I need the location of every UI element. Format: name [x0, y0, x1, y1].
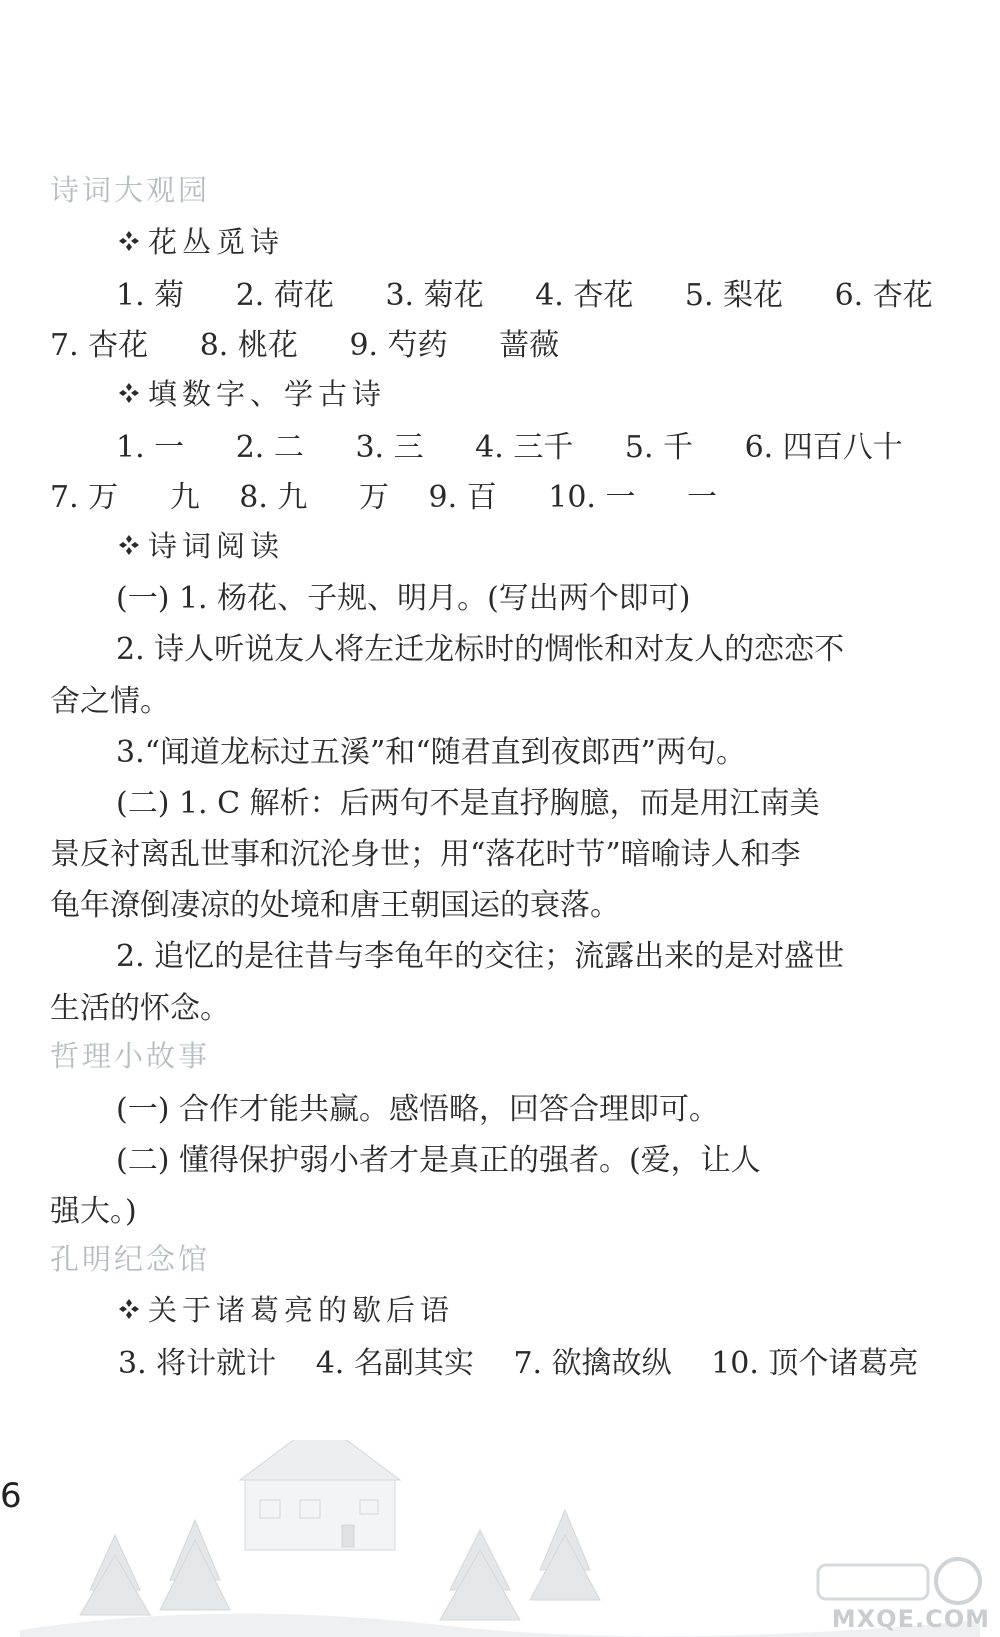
answer-item: 7. 欲擒故纵 — [513, 1346, 672, 1381]
diamond-bullet-icon — [116, 1296, 142, 1322]
answer-line — [50, 472, 717, 516]
subheading-zhuge-liang-sayings — [116, 1288, 454, 1329]
answer-item: 4. 杏花 — [535, 278, 634, 313]
answer-item: 7. 万 — [50, 480, 119, 515]
site-watermark — [808, 1555, 998, 1635]
paragraph-line: (一) 合作才能共赢。感悟略，回答合理即可。 — [116, 1092, 719, 1127]
answer-item: 4. 名副其实 — [315, 1346, 474, 1381]
paragraph-line: 景反衬离乱世事和沉沦身世；用“落花时节”暗喻诗人和李 — [50, 837, 801, 872]
section-title-kongming-memorial: 孔明纪念馆 — [50, 1242, 211, 1276]
diamond-bullet-icon — [116, 532, 142, 558]
section-title-philosophy-stories: 哲理小故事 — [50, 1039, 211, 1073]
paragraph-line: (一) 1. 杨花、子规、明月。(写出两个即可) — [116, 581, 691, 616]
paragraph-line: (二) 1. C 解析：后两句不是直抒胸臆，而是用江南美 — [116, 786, 820, 821]
answer-item: 万 — [358, 480, 389, 515]
answer-item: 2. 二 — [235, 430, 304, 465]
answer-item: 3. 将计就计 — [118, 1346, 277, 1381]
paragraph-line: (二) 懂得保护弱小者才是真正的强者。(爱，让人 — [116, 1143, 761, 1178]
paragraph-line: 强大。) — [50, 1194, 137, 1229]
section-title-poetry: 诗词大观园 — [50, 173, 211, 207]
answer-item: 8. 桃花 — [199, 328, 298, 363]
answer-item: 10. 一 — [548, 480, 636, 515]
answer-item: 5. 千 — [624, 430, 694, 465]
answer-item: 1. 一 — [116, 430, 185, 465]
page-number: 6 — [0, 1476, 22, 1516]
answer-item: 2. 荷花 — [235, 278, 334, 313]
answer-item: 4. 三千 — [475, 430, 574, 465]
subheading-text: 关于诸葛亮的歇后语 — [148, 1293, 455, 1327]
diamond-bullet-icon — [116, 380, 142, 406]
subheading-text: 花丛觅诗 — [148, 225, 285, 259]
subheading-poem-reading — [116, 524, 284, 565]
answer-line — [50, 320, 559, 364]
answer-item: 7. 杏花 — [50, 328, 149, 363]
answer-item: 九 — [169, 480, 200, 515]
answer-item: 6. 四百八十 — [744, 430, 903, 465]
answer-item: 5. 梨花 — [684, 278, 784, 313]
paragraph-line: 舍之情。 — [50, 684, 170, 719]
answer-item: 6. 杏花 — [834, 278, 933, 313]
subheading-text: 填数字、学古诗 — [148, 377, 387, 411]
subheading-text: 诗词阅读 — [148, 529, 285, 563]
answer-item: 3. 三 — [355, 430, 424, 465]
answer-item: 一 — [687, 480, 718, 515]
watermark-logo-icon — [808, 1555, 998, 1611]
answer-line — [116, 422, 903, 466]
paragraph-line: 生活的怀念。 — [50, 991, 230, 1026]
answer-item: 1. 菊 — [116, 278, 185, 313]
paragraph-line: 2. 诗人听说友人将左迁龙标时的惆怅和对友人的恋恋不 — [116, 632, 845, 667]
subheading-numbers-poems — [116, 372, 386, 413]
answer-item: 9. 芍药 — [349, 328, 448, 363]
answer-item: 蔷薇 — [499, 328, 560, 363]
paragraph-line: 2. 追忆的是往昔与李龟年的交往；流露出来的是对盛世 — [116, 939, 845, 974]
answer-item: 8. 九 — [239, 480, 308, 515]
answer-item: 3. 菊花 — [385, 278, 484, 313]
diamond-bullet-icon — [116, 228, 142, 254]
answer-item: 10. 顶个诸葛亮 — [711, 1346, 919, 1381]
subheading-flower-poems — [116, 220, 284, 261]
answer-line — [118, 1338, 918, 1382]
paragraph-line: 3.“闻道龙标过五溪”和“随君直到夜郎西”两句。 — [116, 735, 746, 770]
watermark-text: MXQE.COM — [831, 1605, 990, 1633]
paragraph-line: 龟年潦倒凄凉的处境和唐王朝国运的衰落。 — [50, 888, 620, 923]
answer-line — [116, 270, 933, 314]
answer-item: 9. 百 — [428, 480, 497, 515]
